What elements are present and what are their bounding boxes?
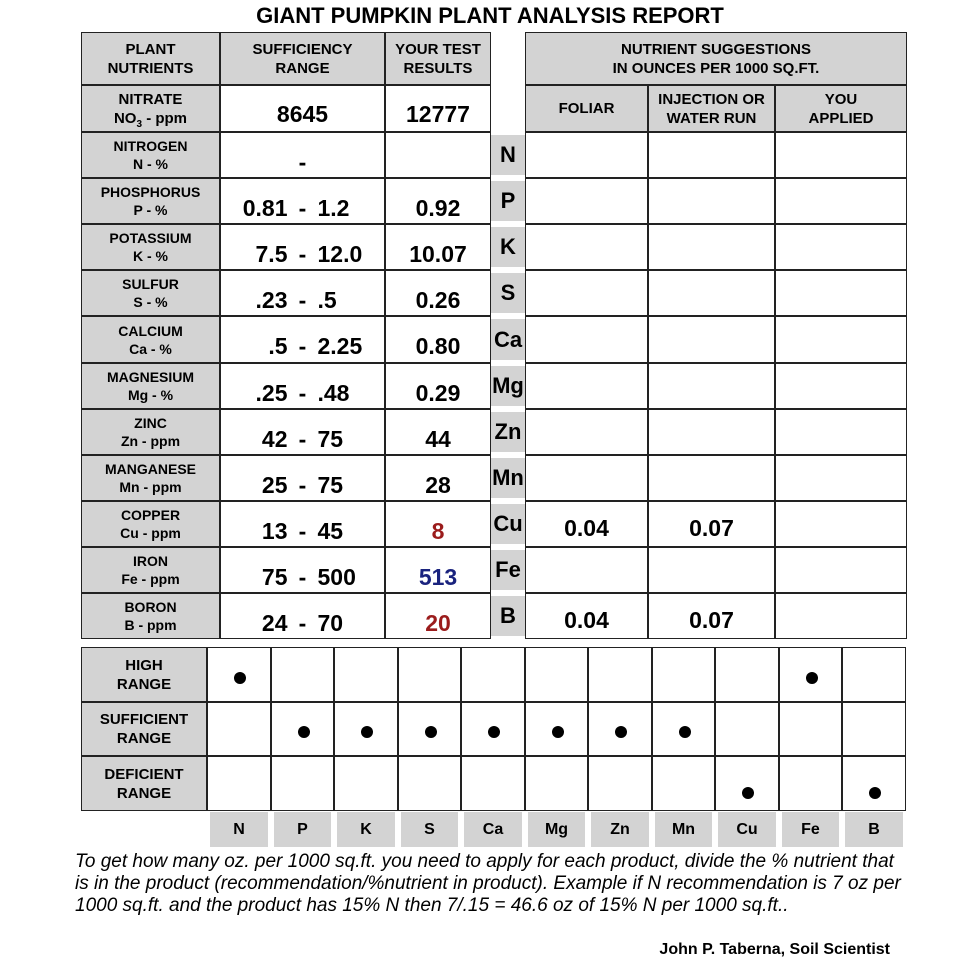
symbol-s: S (491, 273, 525, 313)
range-high: 75 (317, 471, 344, 498)
symbol-p: P (491, 181, 525, 221)
applied-p (775, 178, 907, 224)
symbol-k: K (491, 227, 525, 267)
injection-k (648, 224, 775, 270)
range-p (220, 178, 385, 224)
injection-mn (648, 455, 775, 501)
nutrient-unit: $NO_3$ - ppm (113, 109, 188, 130)
nutrient-unit: K - % (133, 248, 168, 264)
nutrient-label-mn (81, 455, 220, 501)
sufficiency-range-header (220, 32, 385, 85)
symbol-fe: Fe (491, 550, 525, 590)
range-dash: - (298, 240, 307, 267)
range-cell-s-sufficient (398, 702, 461, 756)
range-dot-ca (488, 726, 500, 738)
range-cell-p-high (271, 647, 334, 702)
symbol-ca: Ca (491, 319, 525, 360)
range-high: .5 (317, 286, 337, 313)
range-high: 12.0 (317, 240, 363, 267)
foliar-header (525, 85, 648, 132)
nutrient-label-zn (81, 409, 220, 455)
result-p: 0.92 (385, 178, 491, 224)
foliar-p (525, 178, 648, 224)
range-cell-k-sufficient (334, 702, 398, 756)
range-cell-zn-sufficient (588, 702, 652, 756)
range-n (220, 132, 385, 178)
header-line: WATER RUN (666, 109, 757, 127)
header-line: IN OUNCES PER 1000 SQ.FT. (612, 59, 820, 77)
range-low: .23 (255, 286, 288, 313)
header-line: HIGH (125, 656, 163, 674)
nutrient-name: ZINC (134, 415, 167, 431)
header-line: FOLIAR (558, 100, 615, 117)
range-mn (220, 455, 385, 501)
range-cell-mg-deficient (525, 756, 588, 811)
range-cell-ca-deficient (461, 756, 525, 811)
range-low: 7.5 (255, 240, 288, 267)
range-dot-mn (679, 726, 691, 738)
range-cell-s-high (398, 647, 461, 702)
nutrient-name: COPPER (120, 507, 181, 523)
range-cell-mg-high (525, 647, 588, 702)
injection-fe (648, 547, 775, 593)
range-cell-zn-high (588, 647, 652, 702)
range-dash: - (298, 609, 307, 636)
nutrient-label-mg (81, 363, 220, 409)
nutrient-name: MAGNESIUM (106, 369, 195, 385)
nutrient-name: NITROGEN (113, 138, 188, 154)
range-high: 70 (317, 609, 344, 636)
range-dash: - (298, 379, 307, 406)
header-line: NUTRIENT SUGGESTIONS (620, 40, 811, 58)
symbol-n: N (491, 135, 525, 175)
range-dash: - (298, 425, 307, 452)
nutrient-unit: P - % (133, 202, 168, 218)
range-cell-b-high (842, 647, 906, 702)
result-zn: 44 (385, 409, 491, 455)
range-column-label-s: S (401, 812, 458, 847)
symbol-mg: Mg (491, 366, 525, 406)
range-cell-n-high (207, 647, 271, 702)
range-column-label-n: N (210, 812, 268, 847)
applied-s (775, 270, 907, 316)
instructions-note: To get how many oz. per 1000 sq.ft. you need to apply for each product, divide the % nutrient that is in the product (recommendation/%nutrient in product). Example if N recommendation is 7 oz per 1000 sq.ft. and the product has 15% N then 7/.15 = 46.6 oz of 15% N per 1000 sq.ft.. (75, 851, 901, 916)
foliar-b: 0.04 (525, 593, 648, 639)
nutrient-name: IRON (133, 553, 168, 569)
foliar-mg (525, 363, 648, 409)
injection-n (648, 132, 775, 178)
range-b (220, 593, 385, 639)
range-low: 42 (261, 425, 288, 452)
range-fe (220, 547, 385, 593)
range-cell-s-deficient (398, 756, 461, 811)
header-line: SUFFICIENCY (252, 40, 353, 58)
nutrient-label-n (81, 132, 220, 178)
header-line: APPLIED (808, 109, 874, 127)
range-dot-p (298, 726, 310, 738)
range-cell-fe-sufficient (779, 702, 842, 756)
injection-ca (648, 316, 775, 363)
range-column-label-mg: Mg (528, 812, 585, 847)
range-dash: - (298, 563, 307, 590)
range-cell-n-deficient (207, 756, 271, 811)
range-row-label-deficient (81, 756, 207, 811)
result-cu: 8 (385, 501, 491, 547)
header-line: INJECTION OR (658, 90, 765, 108)
nutrient-unit: Mn - ppm (119, 479, 182, 495)
range-column-label-zn: Zn (591, 812, 649, 847)
applied-n (775, 132, 907, 178)
range-cell-mg-sufficient (525, 702, 588, 756)
result-k: 10.07 (385, 224, 491, 270)
symbol-zn: Zn (491, 412, 525, 452)
foliar-s (525, 270, 648, 316)
range-low: 24 (261, 609, 288, 636)
range-high: 1.2 (317, 194, 350, 221)
foliar-k (525, 224, 648, 270)
nutrient-unit: N - % (133, 156, 168, 172)
range-column-label-p: P (274, 812, 331, 847)
signature: John P. Taberna, Soil Scientist (659, 941, 890, 958)
range-cell-ca-high (461, 647, 525, 702)
nutrient-name: CALCIUM (118, 322, 183, 339)
header-line: RANGE (116, 784, 172, 802)
range-low: 0.81 (242, 194, 288, 221)
range-dot-n (234, 672, 246, 684)
range-mg (220, 363, 385, 409)
nutrient-label-p (81, 178, 220, 224)
range-cell-b-sufficient (842, 702, 906, 756)
applied-ca (775, 316, 907, 363)
foliar-mn (525, 455, 648, 501)
nutrient-unit: B - ppm (124, 617, 177, 633)
you-applied-header (775, 85, 907, 132)
range-dash: - (298, 471, 307, 498)
range-cell-k-high (334, 647, 398, 702)
range-cell-mn-deficient (652, 756, 715, 811)
result-mn: 28 (385, 455, 491, 501)
range-column-label-ca: Ca (464, 812, 522, 847)
range-cell-zn-deficient (588, 756, 652, 811)
range-column-label-fe: Fe (782, 812, 839, 847)
injection-zn (648, 409, 775, 455)
applied-k (775, 224, 907, 270)
range-low: .5 (268, 333, 288, 359)
header-line: RANGE (116, 675, 172, 693)
header-line: DEFICIENT (104, 765, 184, 783)
range-dot-b (869, 787, 881, 799)
test-results-header (385, 32, 491, 85)
symbol-b: B (491, 596, 525, 636)
result-nitrate: 12777 (385, 85, 491, 132)
range-k (220, 224, 385, 270)
range-low: .25 (255, 379, 288, 406)
applied-fe (775, 547, 907, 593)
applied-mn (775, 455, 907, 501)
range-dot-cu (742, 787, 754, 799)
foliar-cu: 0.04 (525, 501, 648, 547)
range-nitrate: 8645 (220, 85, 385, 132)
range-dash: - (298, 333, 307, 359)
result-b: 20 (385, 593, 491, 639)
range-high: .48 (317, 379, 350, 406)
range-dot-k (361, 726, 373, 738)
header-line: RESULTS (403, 59, 473, 77)
nutrient-unit: Cu - ppm (120, 525, 181, 541)
range-s (220, 270, 385, 316)
nutrient-unit: Zn - ppm (120, 433, 181, 449)
header-line: NUTRIENTS (107, 59, 194, 77)
injection-s (648, 270, 775, 316)
range-ca (220, 316, 385, 363)
foliar-n (525, 132, 648, 178)
range-cell-cu-sufficient (715, 702, 779, 756)
applied-zn (775, 409, 907, 455)
range-row-label-sufficient (81, 702, 207, 756)
injection-cu: 0.07 (648, 501, 775, 547)
foliar-ca (525, 316, 648, 363)
range-dash: - (298, 194, 307, 221)
applied-b (775, 593, 907, 639)
nutrient-label-k (81, 224, 220, 270)
range-cell-cu-deficient (715, 756, 779, 811)
range-dot-mg (552, 726, 564, 738)
range-cell-p-sufficient (271, 702, 334, 756)
plant-nutrients-header (81, 32, 220, 85)
nutrient-name: PHOSPHORUS (100, 184, 201, 200)
foliar-zn (525, 409, 648, 455)
nutrient-label-s (81, 270, 220, 316)
result-fe: 513 (385, 547, 491, 593)
nutrient-label-cu (81, 501, 220, 547)
range-cell-k-deficient (334, 756, 398, 811)
symbol-mn: Mn (491, 458, 525, 498)
injection-b: 0.07 (648, 593, 775, 639)
foliar-fe (525, 547, 648, 593)
range-zn (220, 409, 385, 455)
report-title: GIANT PUMPKIN PLANT ANALYSIS REPORT (256, 3, 724, 28)
nutrient-unit: Ca - % (129, 340, 172, 357)
result-ca: 0.80 (385, 316, 491, 363)
header-line: PLANT (125, 40, 176, 58)
range-low: 25 (261, 471, 288, 498)
nutrient-name: MANGANESE (104, 461, 196, 477)
header-line: YOU (824, 90, 858, 108)
range-column-label-b: B (845, 812, 903, 847)
range-cu (220, 501, 385, 547)
nutrient-label-ca (81, 316, 220, 363)
range-column-label-k: K (337, 812, 395, 847)
range-cell-fe-high (779, 647, 842, 702)
range-high: 2.25 (317, 333, 363, 359)
nutrient-name: SULFUR (122, 276, 179, 292)
header-line: RANGE (275, 59, 330, 77)
injection-header (648, 85, 775, 132)
injection-mg (648, 363, 775, 409)
applied-mg (775, 363, 907, 409)
range-high: 75 (317, 425, 344, 452)
range-dot-zn (615, 726, 627, 738)
range-cell-b-deficient (842, 756, 906, 811)
nutrient-unit: S - % (133, 294, 168, 310)
range-cell-mn-sufficient (652, 702, 715, 756)
range-column-label-cu: Cu (718, 812, 776, 847)
header-line: RANGE (116, 730, 172, 747)
range-low: 75 (261, 563, 288, 590)
range-dash: - (298, 517, 307, 544)
range-cell-ca-sufficient (461, 702, 525, 756)
nutrient-suggestions-header (525, 32, 907, 85)
applied-cu (775, 501, 907, 547)
result-n (385, 132, 491, 178)
injection-p (648, 178, 775, 224)
nutrient-label-fe (81, 547, 220, 593)
range-high: 500 (317, 563, 356, 590)
range-cell-p-deficient (271, 756, 334, 811)
range-dot-s (425, 726, 437, 738)
header-line: YOUR TEST (395, 40, 481, 58)
nutrient-name: POTASSIUM (109, 230, 192, 246)
range-cell-fe-deficient (779, 756, 842, 811)
nutrient-unit: Fe - ppm (121, 571, 180, 587)
nutrient-label-nitrate (81, 85, 220, 132)
range-dot-fe (806, 672, 818, 684)
range-high: 45 (317, 517, 344, 544)
nutrient-label-b (81, 593, 220, 639)
header-line: SUFFICIENT (99, 711, 189, 728)
nutrient-name: NITRATE (118, 90, 183, 108)
result-s: 0.26 (385, 270, 491, 316)
result-mg: 0.29 (385, 363, 491, 409)
range-dash: - (298, 286, 307, 313)
range-cell-cu-high (715, 647, 779, 702)
nutrient-unit: Mg - % (127, 387, 174, 403)
range-column-label-mn: Mn (655, 812, 712, 847)
range-cell-n-sufficient (207, 702, 271, 756)
symbol-cu: Cu (491, 504, 525, 544)
range-low: 13 (261, 517, 288, 544)
range-row-label-high (81, 647, 207, 702)
range-dash: - (298, 148, 307, 175)
nutrient-name: BORON (124, 599, 177, 615)
range-cell-mn-high (652, 647, 715, 702)
